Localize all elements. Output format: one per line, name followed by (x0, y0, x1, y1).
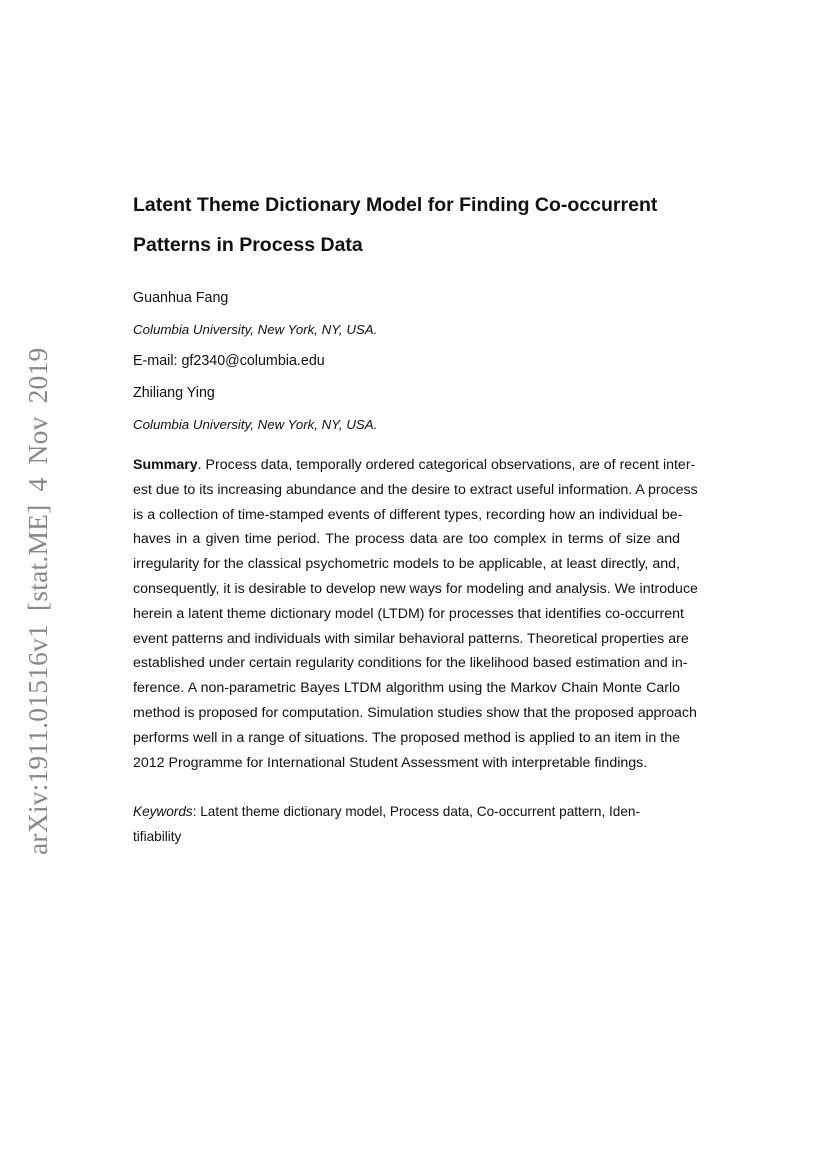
summary-line: herein a latent theme dictionary model (LTDM) for processes that identifies co-occurrent (133, 605, 684, 622)
keywords-line: tifiability (133, 828, 182, 844)
summary-line: haves in a given time period. The process data are too complex in terms of size and (133, 531, 680, 548)
arxiv-stamp: arXiv:1911.01516v1 [stat.ME] 4 Nov 2019 (22, 347, 53, 855)
author-email: E-mail: gf2340@columbia.edu (133, 353, 325, 369)
summary-line: ference. A non-parametric Bayes LTDM algorithm using the Markov Chain Monte Carlo (133, 680, 680, 697)
author-affiliation: Columbia University, New York, NY, USA. (133, 417, 378, 432)
paper-title (133, 185, 693, 265)
summary-line: method is proposed for computation. Simulation studies show that the proposed approach (133, 704, 697, 721)
title-line: Latent Theme Dictionary Model for Finding Co-occurrent (133, 194, 658, 216)
author-affiliation: Columbia University, New York, NY, USA. (133, 322, 378, 337)
summary-line: irregularity for the classical psychometric models to be applicable, at least directly, and, (133, 556, 680, 573)
keywords-label: Keywords (133, 804, 193, 819)
summary-line: performs well in a range of situations. The proposed method is applied to an item in the (133, 729, 680, 746)
summary-line: established under certain regularity conditions for the likelihood based estimation and in- (133, 655, 688, 672)
summary-line: is a collection of time-stamped events of different types, recording how an individual be- (133, 506, 683, 523)
summary-label: Summary (133, 457, 198, 473)
title-line: Patterns in Process Data (133, 234, 363, 256)
summary-line: est due to its increasing abundance and the desire to extract useful information. A process (133, 481, 698, 498)
keywords (133, 800, 653, 850)
summary-line: consequently, it is desirable to develop new ways for modeling and analysis. We introduce (133, 580, 698, 597)
summary-line: 2012 Programme for International Student Assessment with interpretable findings. (133, 754, 648, 771)
author-name: Guanhua Fang (133, 290, 229, 306)
author-name: Zhiliang Ying (133, 385, 215, 401)
summary (133, 453, 698, 775)
keywords-line: Keywords: Latent theme dictionary model, Process data, Co-occurrent pattern, Iden- (133, 804, 641, 819)
summary-line: event patterns and individuals with similar behavioral patterns. Theoretical properties are (133, 630, 689, 647)
summary-line: Summary. Process data, temporally ordered categorical observations, are of recent inter- (133, 457, 696, 473)
